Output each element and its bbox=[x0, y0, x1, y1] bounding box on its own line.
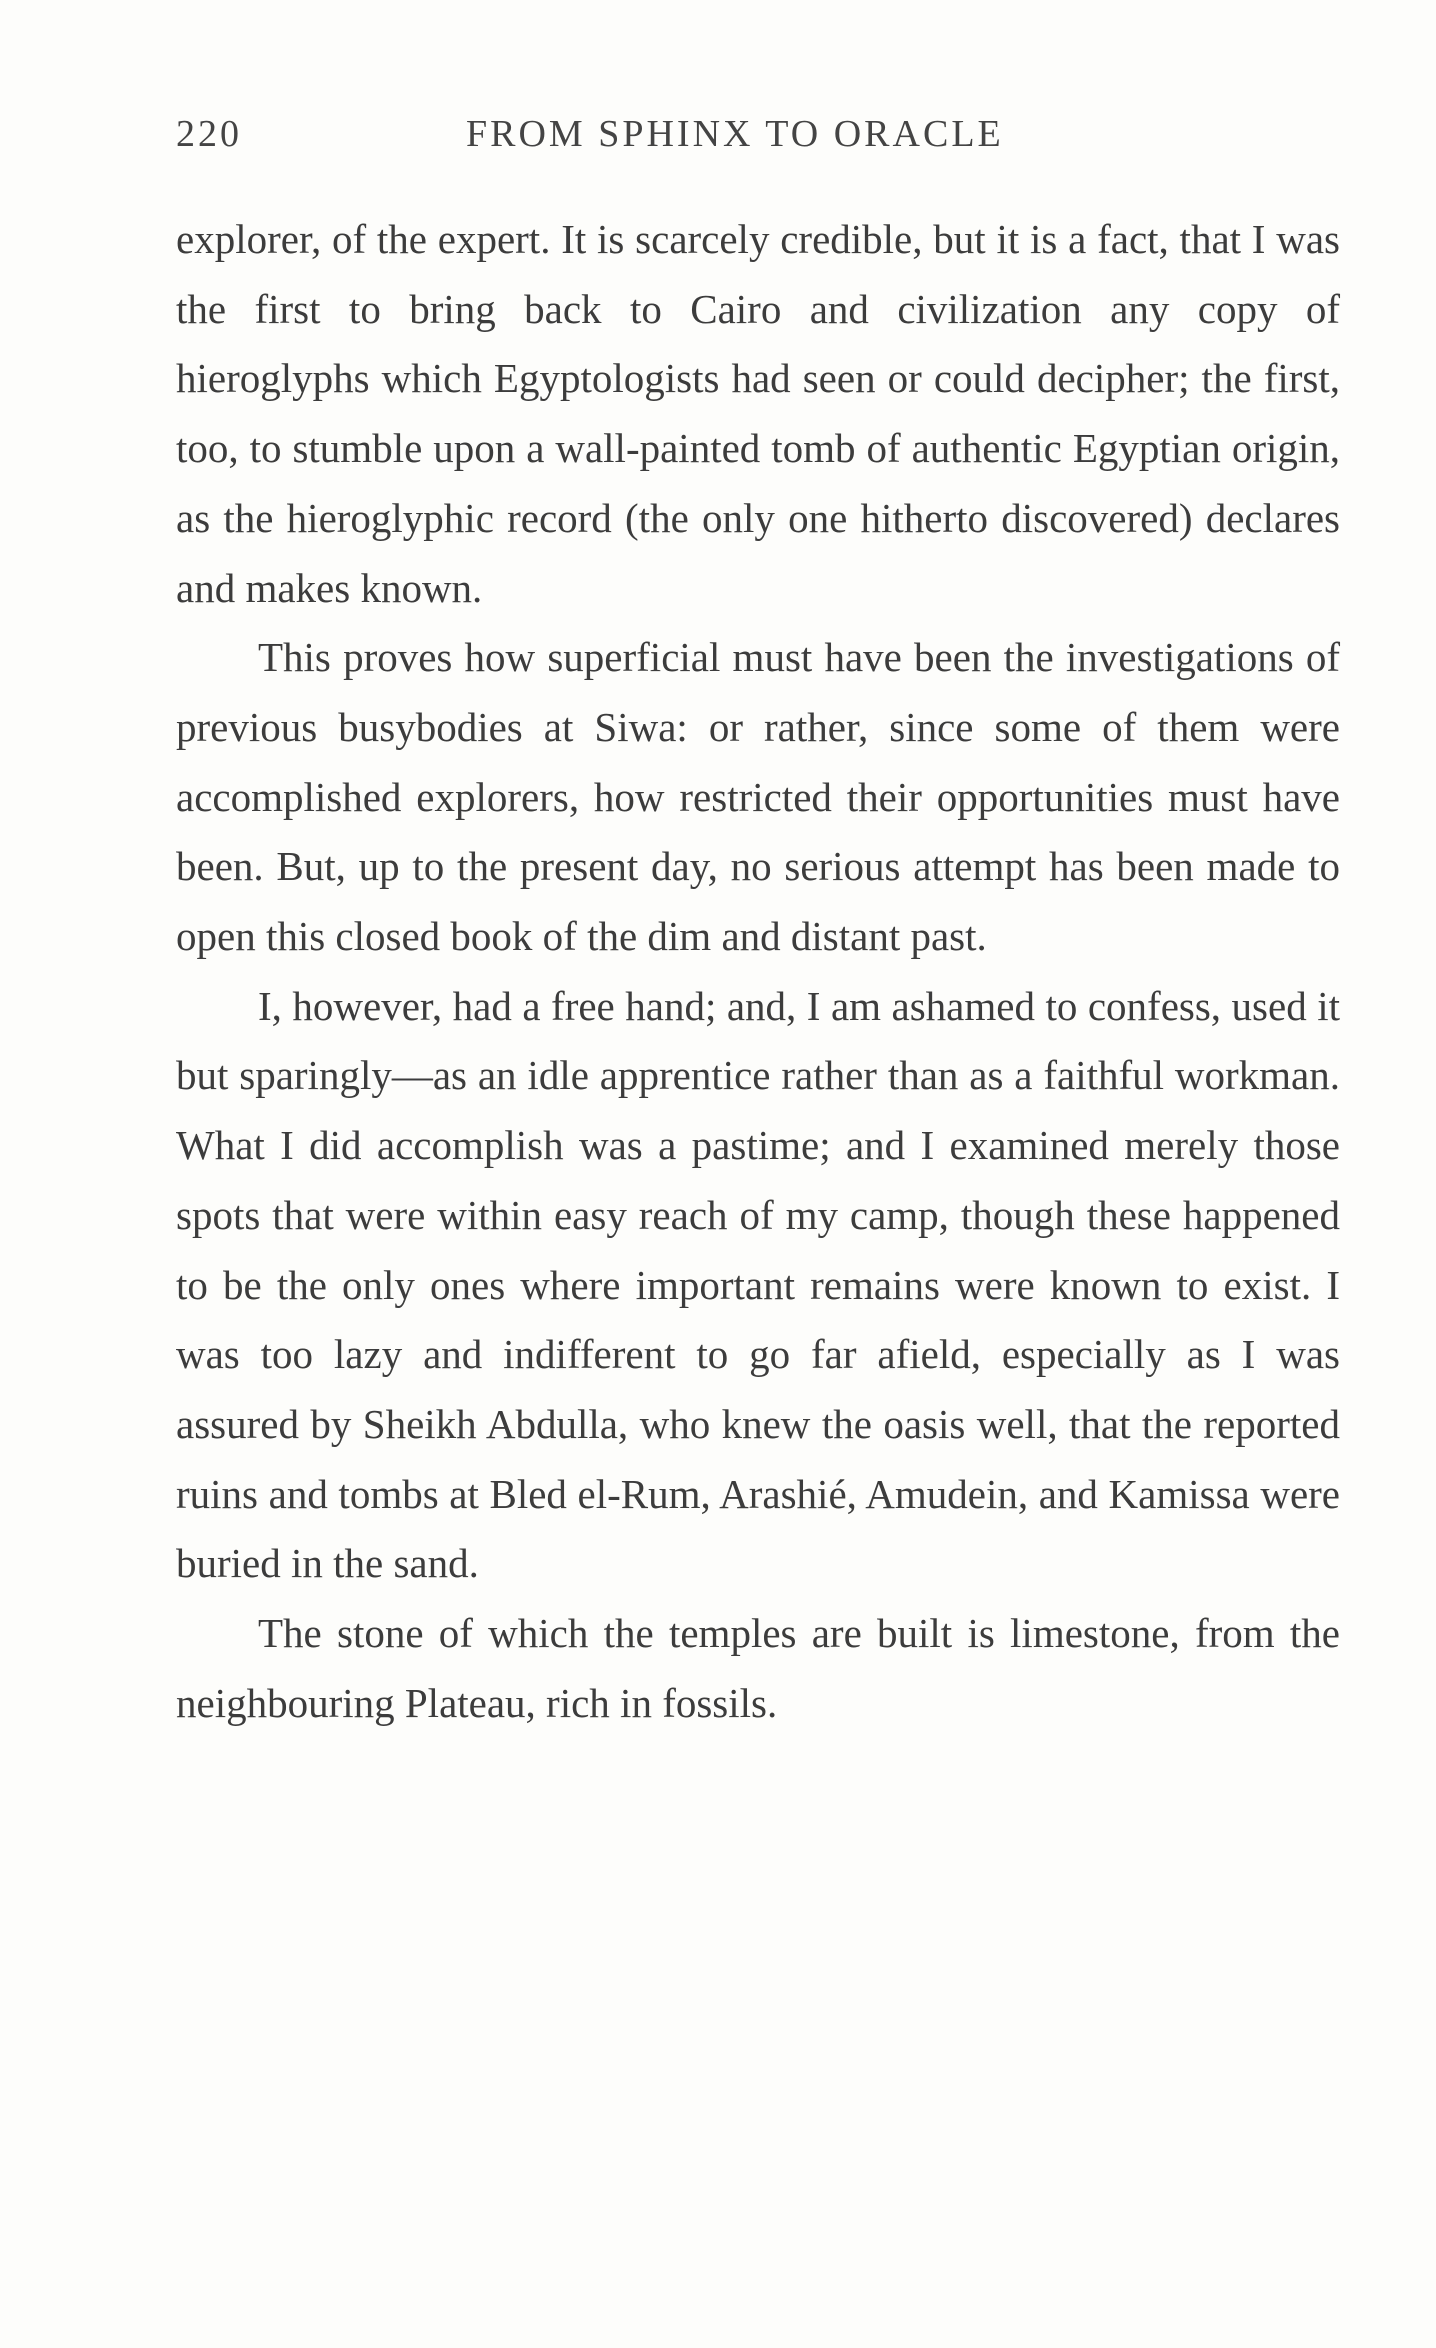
paragraph-1: explorer, of the expert. It is scarcely credible, but it is a fact, that I was the first to bring back to Cairo and civilization any copy of hieroglyphs which Egyptologists had seen or could decipher; the first, too, to stumble upon a wall-painted tomb of authentic Egyptian origin, as the hieroglyphic record (the only one hitherto discovered) declares and makes known. bbox=[176, 216, 1340, 611]
running-head bbox=[176, 112, 1340, 162]
paragraph-2: This proves how superficial must have been the investigations of previous busybodies at Siwa: or rather, since some of them were accomplished explorers, how restricted their opportunities must have been. But, up to the present day, no serious attempt has been made to open this closed book of the dim and distant past. bbox=[176, 634, 1340, 960]
paragraph-3: I, however, had a free hand; and, I am ashamed to confess, used it but sparingly—as an idle apprentice rather than as a faithful workman. What I did accomplish was a pastime; and I examined merely those spots that were within easy reach of my camp, though these happened to be the only ones where important remains were known to exist. I was too lazy and indifferent to go far afield, especially as I was assured by Sheikh Abdulla, who knew the oasis well, that the reported ruins and tombs at Bled el-Rum, Arashié, Amudein, and Kamissa were buried in the sand. bbox=[176, 982, 1340, 1587]
body-text bbox=[176, 205, 1340, 1738]
paragraph-4: The stone of which the temples are built is limestone, from the neighbouring Plateau, rich in fossils. bbox=[176, 1610, 1340, 1726]
book-title: FROM SPHINX TO ORACLE bbox=[466, 113, 1004, 155]
page-number: 220 bbox=[176, 113, 242, 155]
